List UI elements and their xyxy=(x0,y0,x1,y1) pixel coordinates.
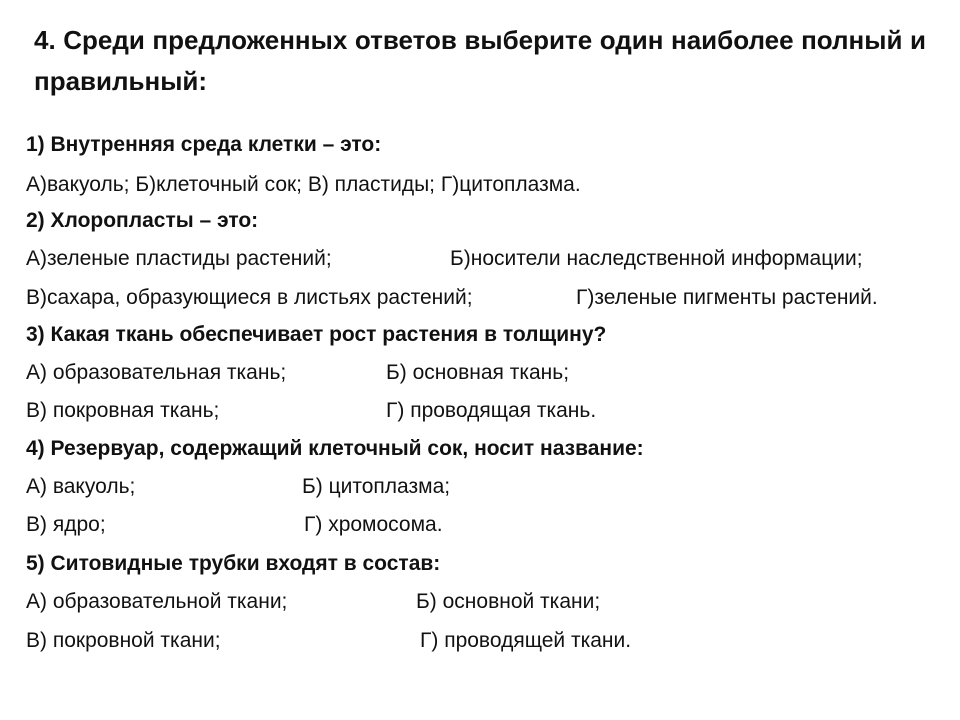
option-g: Г)зеленые пигменты растений. xyxy=(576,286,878,309)
question-4: 4) Резервуар, содержащий клеточный сок, носит название: xyxy=(26,437,644,460)
page-title: 4. Среди предложенных ответов выберите один наиболее полный и правильный: xyxy=(34,25,926,96)
option-b: Б)носители наследственной информации; xyxy=(450,247,863,270)
option-a: А) образовательной ткани; xyxy=(26,590,288,613)
option-b: Б) основной ткани; xyxy=(416,590,601,613)
question-3: 3) Какая ткань обеспечивает рост растения в толщину? xyxy=(26,323,607,346)
question-2: 2) Хлоропласты – это: xyxy=(26,209,259,232)
option-b: Б) цитоплазма; xyxy=(302,475,451,498)
question-1: 1) Внутренняя среда клетки – это: xyxy=(26,133,382,156)
option-g: Г) проводящая ткань. xyxy=(386,399,597,422)
option-b: Б) основная ткань; xyxy=(386,361,570,384)
question-5: 5) Ситовидные трубки входят в состав: xyxy=(26,552,441,575)
option-g: Г) хромосома. xyxy=(304,513,443,536)
question-1-options: А)вакуоль; Б)клеточный сок; В) пластиды; Г)цитоплазма. xyxy=(26,173,581,196)
option-v: В)сахара, образующиеся в листьях растений; xyxy=(26,286,473,309)
option-a: А)зеленые пластиды растений; xyxy=(26,247,332,270)
option-g: Г) проводящей ткани. xyxy=(420,629,632,652)
option-v: В) ядро; xyxy=(26,513,106,536)
option-a: А) образовательная ткань; xyxy=(26,361,287,384)
option-v: В) покровной ткани; xyxy=(26,629,221,652)
option-v: В) покровная ткань; xyxy=(26,399,220,422)
option-a: А) вакуоль; xyxy=(26,475,136,498)
